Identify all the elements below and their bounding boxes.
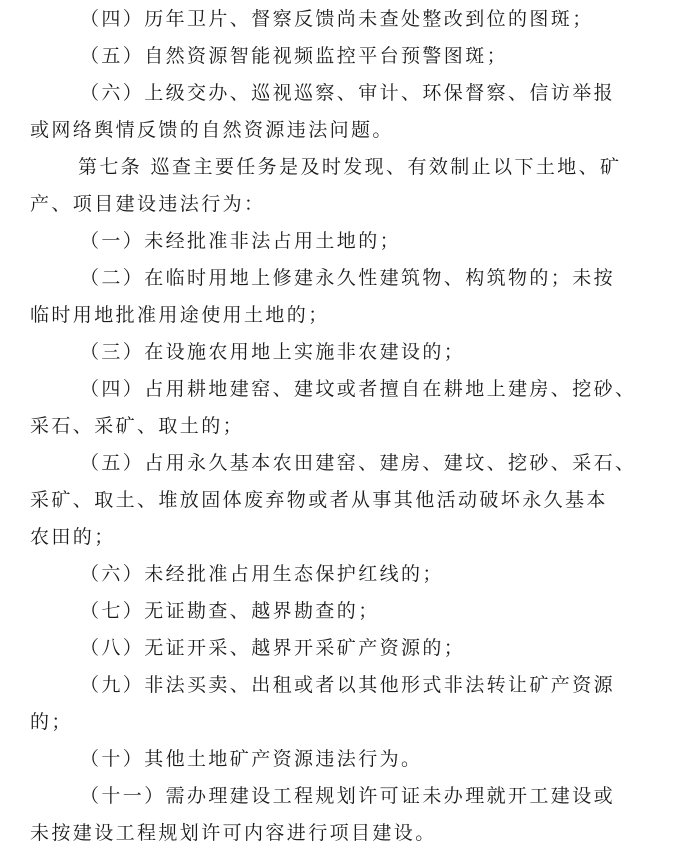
text-line: 采石、采矿、取土的； — [30, 415, 245, 437]
text-line: （三）在设施农用地上实施非农建设的； — [80, 341, 466, 363]
text-line: （六）上级交办、巡视巡察、审计、环保督察、信访举报 — [80, 82, 616, 104]
text-line: 未按建设工程规划许可内容进行项目建设。 — [30, 822, 437, 844]
text-line: （六）未经批准占用生态保护红线的； — [80, 563, 444, 585]
text-line: （五）自然资源智能视频监控平台预警图斑； — [80, 45, 509, 67]
text-line: （十一）需办理建设工程规划许可证未办理就开工建设或 — [80, 785, 616, 807]
text-line: （七）无证勘查、越界勘查的； — [80, 600, 380, 622]
text-line: 或网络舆情反馈的自然资源违法问题。 — [30, 119, 394, 141]
text-line: （五）占用永久基本农田建窑、建房、建坟、挖砂、采石、 — [80, 452, 637, 474]
text-line: （二）在临时用地上修建永久性建筑物、构筑物的；未按 — [80, 267, 616, 289]
text-line: （四）历年卫片、督察反馈尚未查处整改到位的图斑； — [80, 8, 594, 30]
text-line: 采矿、取土、堆放固体废弃物或者从事其他活动破坏永久基本 — [30, 489, 608, 511]
text-line: 临时用地批准用途使用土地的； — [30, 304, 330, 326]
text-line: （十）其他土地矿产资源违法行为。 — [80, 748, 423, 770]
text-line: 农田的； — [30, 526, 116, 548]
text-line: （一）未经批准非法占用土地的； — [80, 230, 402, 252]
text-line: 产、项目建设违法行为： — [30, 193, 266, 215]
text-line: 第七条 巡查主要任务是及时发现、有效制止以下土地、矿 — [78, 156, 622, 178]
text-line: （四）占用耕地建窑、建坟或者擅自在耕地上建房、挖砂、 — [80, 378, 637, 400]
text-line: （八）无证开采、越界开采矿产资源的； — [80, 637, 466, 659]
text-line: （九）非法买卖、出租或者以其他形式非法转让矿产资源 — [80, 674, 616, 696]
text-line: 的； — [30, 711, 73, 733]
